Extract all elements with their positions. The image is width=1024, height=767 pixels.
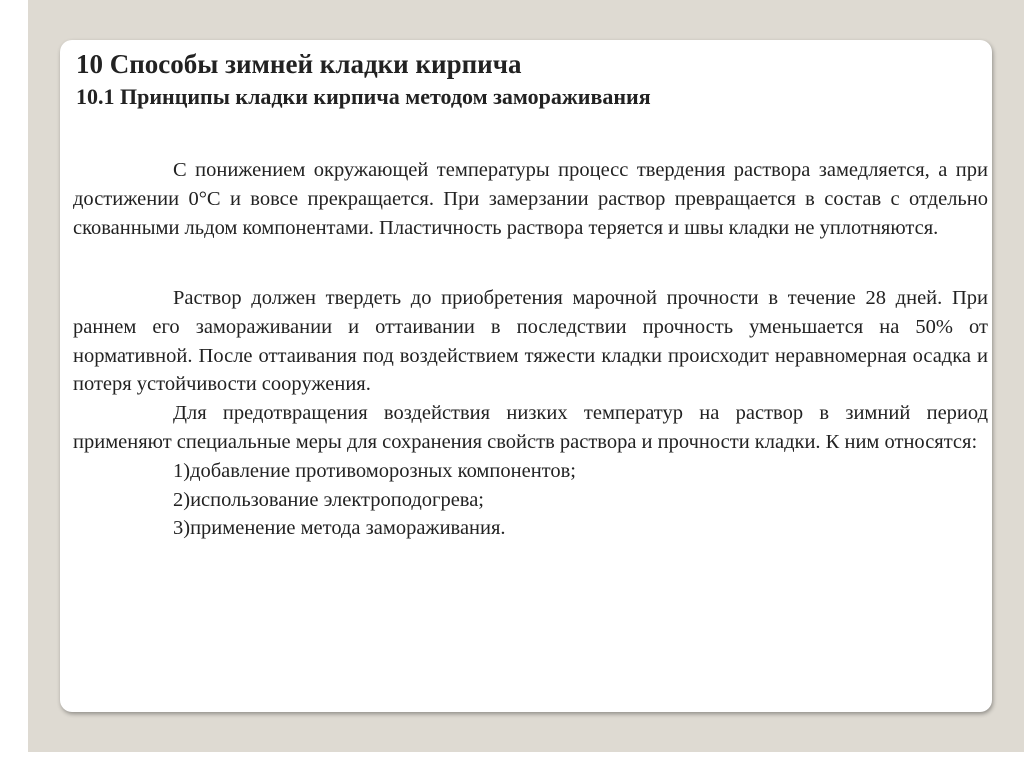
paragraph-3: Для предотвращения воздействия низких температур на раствор в зимний период применяют специальные меры для сохранения свойств раствора и прочности кладки. К ним относятся:	[73, 402, 988, 453]
text-block-2	[73, 284, 988, 543]
list-item: 3)применение метода замораживания.	[173, 517, 506, 540]
slide-subtitle: 10.1 Принципы кладки кирпича методом замораживания	[76, 84, 651, 109]
text-block-1	[73, 156, 988, 242]
paragraph-2: Раствор должен твердеть до приобретения марочной прочности в течение 28 дней. При раннем его замораживании и оттаивании в последствии прочность уменьшается на 50% от нормативной. После оттаивания под воздействием тяжести кладки происходит неравномерная осадка и потеря устойчивости сооружения.	[73, 287, 988, 396]
slide-title: 10 Способы зимней кладки кирпича	[76, 49, 522, 79]
list-item: 1)добавление противоморозных компонентов;	[173, 459, 576, 482]
slide-card	[60, 40, 992, 712]
measures-list	[73, 457, 988, 543]
paragraph-1: С понижением окружающей температуры процесс твердения раствора замедляется, а при достижении 0°С и вовсе прекращается. При замерзании раствор превращается в состав с отдельно скованными льдом компонентами. Пластичность раствора теряется и швы кладки не уплотняются.	[73, 159, 988, 239]
list-item: 2)использование электроподогрева;	[173, 488, 485, 511]
